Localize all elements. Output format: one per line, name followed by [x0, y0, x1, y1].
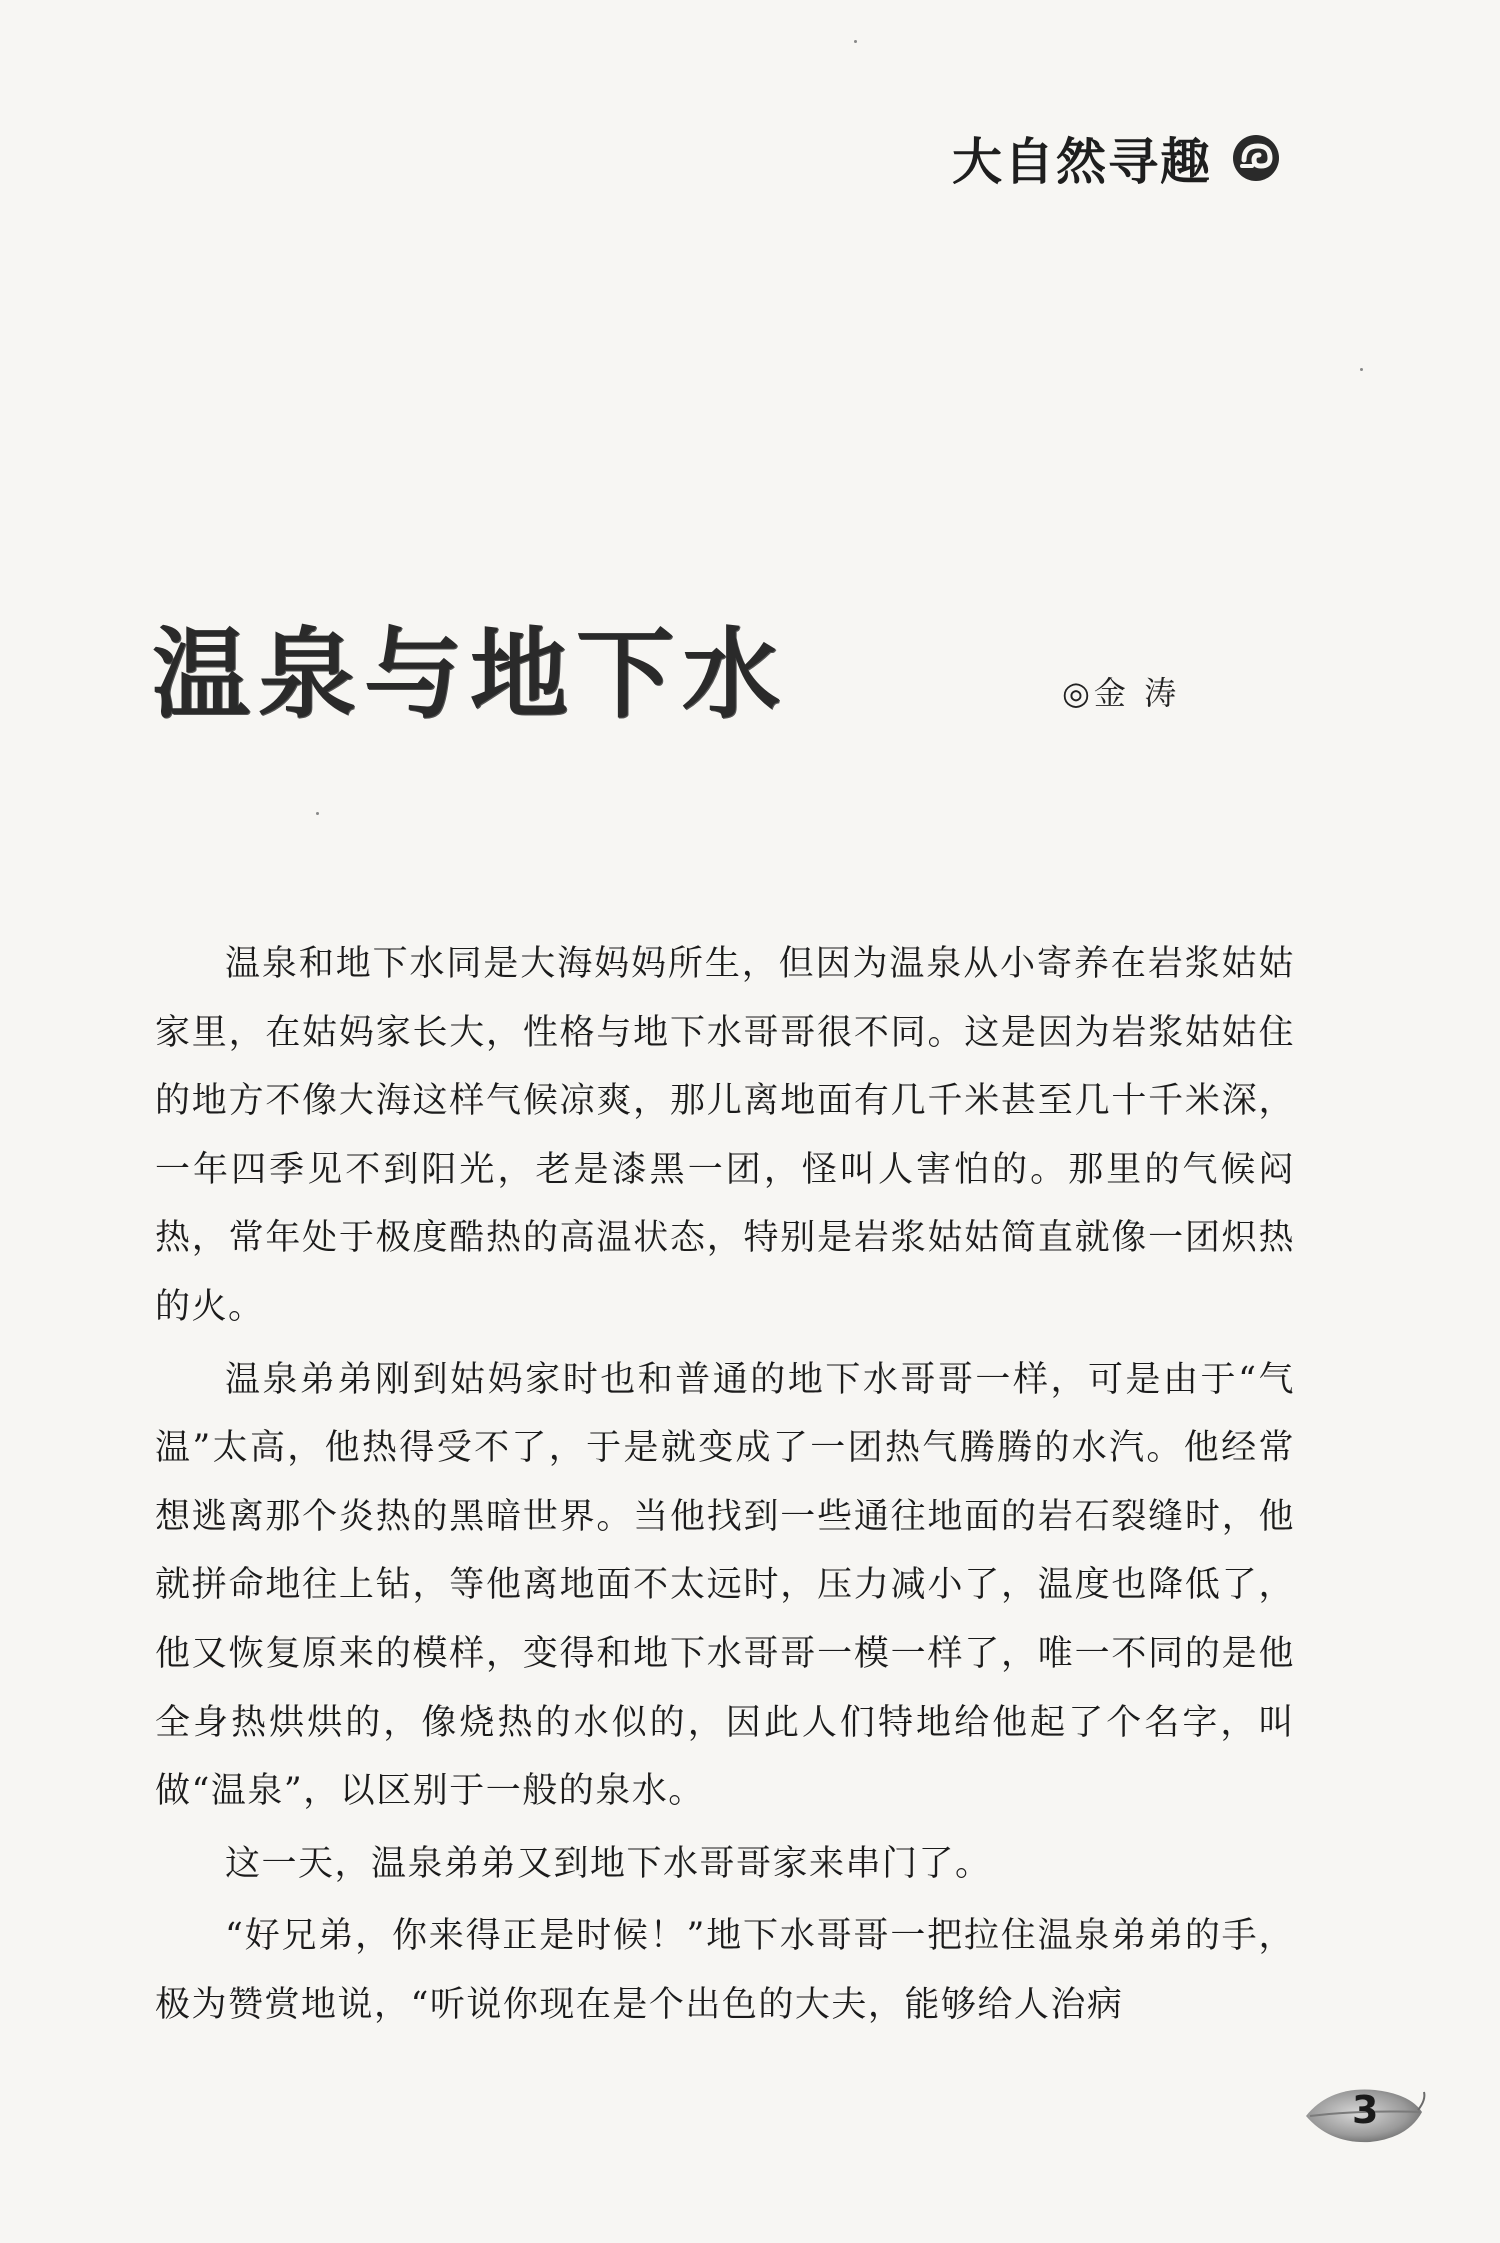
paragraph: “好兄弟，你来得正是时候！”地下水哥哥一把拉住温泉弟弟的手，极为赞赏地说，“听说你现在是个出色的大夫，能够给人治病 [155, 1916, 1295, 2025]
swirl-emblem-icon [1230, 132, 1282, 184]
page-header [952, 122, 1282, 194]
article-body [155, 930, 1295, 2044]
article-title: 温泉与地下水 [152, 616, 789, 732]
series-title: 大自然寻趣 [952, 132, 1212, 191]
paragraph: 温泉弟弟刚到姑妈家时也和普通的地下水哥哥一样，可是由于“气温”太高，他热得受不了，于是就变成了一团热气腾腾的水汽。他经常想逃离那个炎热的黑暗世界。当他找到一些通往地面的岩石裂缝时，他就拼命地往上钻，等他离地面不太远时，压力减小了，温度也降低了，他又恢复原来的模样，变得和地下水哥哥一模一样了，唯一不同的是他全身热烘烘的，像烧热的水似的，因此人们特地给他起了个名字，叫做“温泉”，以区别于一般的泉水。 [155, 1359, 1295, 1812]
scan-speck [1360, 368, 1363, 371]
scan-speck [316, 812, 319, 815]
article-author: ◎金 涛 [1062, 674, 1181, 712]
paragraph: 温泉和地下水同是大海妈妈所生，但因为温泉从小寄养在岩浆姑姑家里，在姑妈家长大，性格与地下水哥哥很不同。这是因为岩浆姑姑住的地方不像大海这样气候凉爽，那儿离地面有几千米甚至几十千米深，一年四季见不到阳光，老是漆黑一团，怪叫人害怕的。那里的气候闷热，常年处于极度酷热的高温状态，特别是岩浆姑姑简直就像一团炽热的火。 [155, 944, 1295, 1327]
scan-speck [854, 40, 857, 43]
page-number: 3 [1352, 2088, 1379, 2132]
paragraph: 这一天，温泉弟弟又到地下水哥哥家来串门了。 [225, 1843, 992, 1884]
